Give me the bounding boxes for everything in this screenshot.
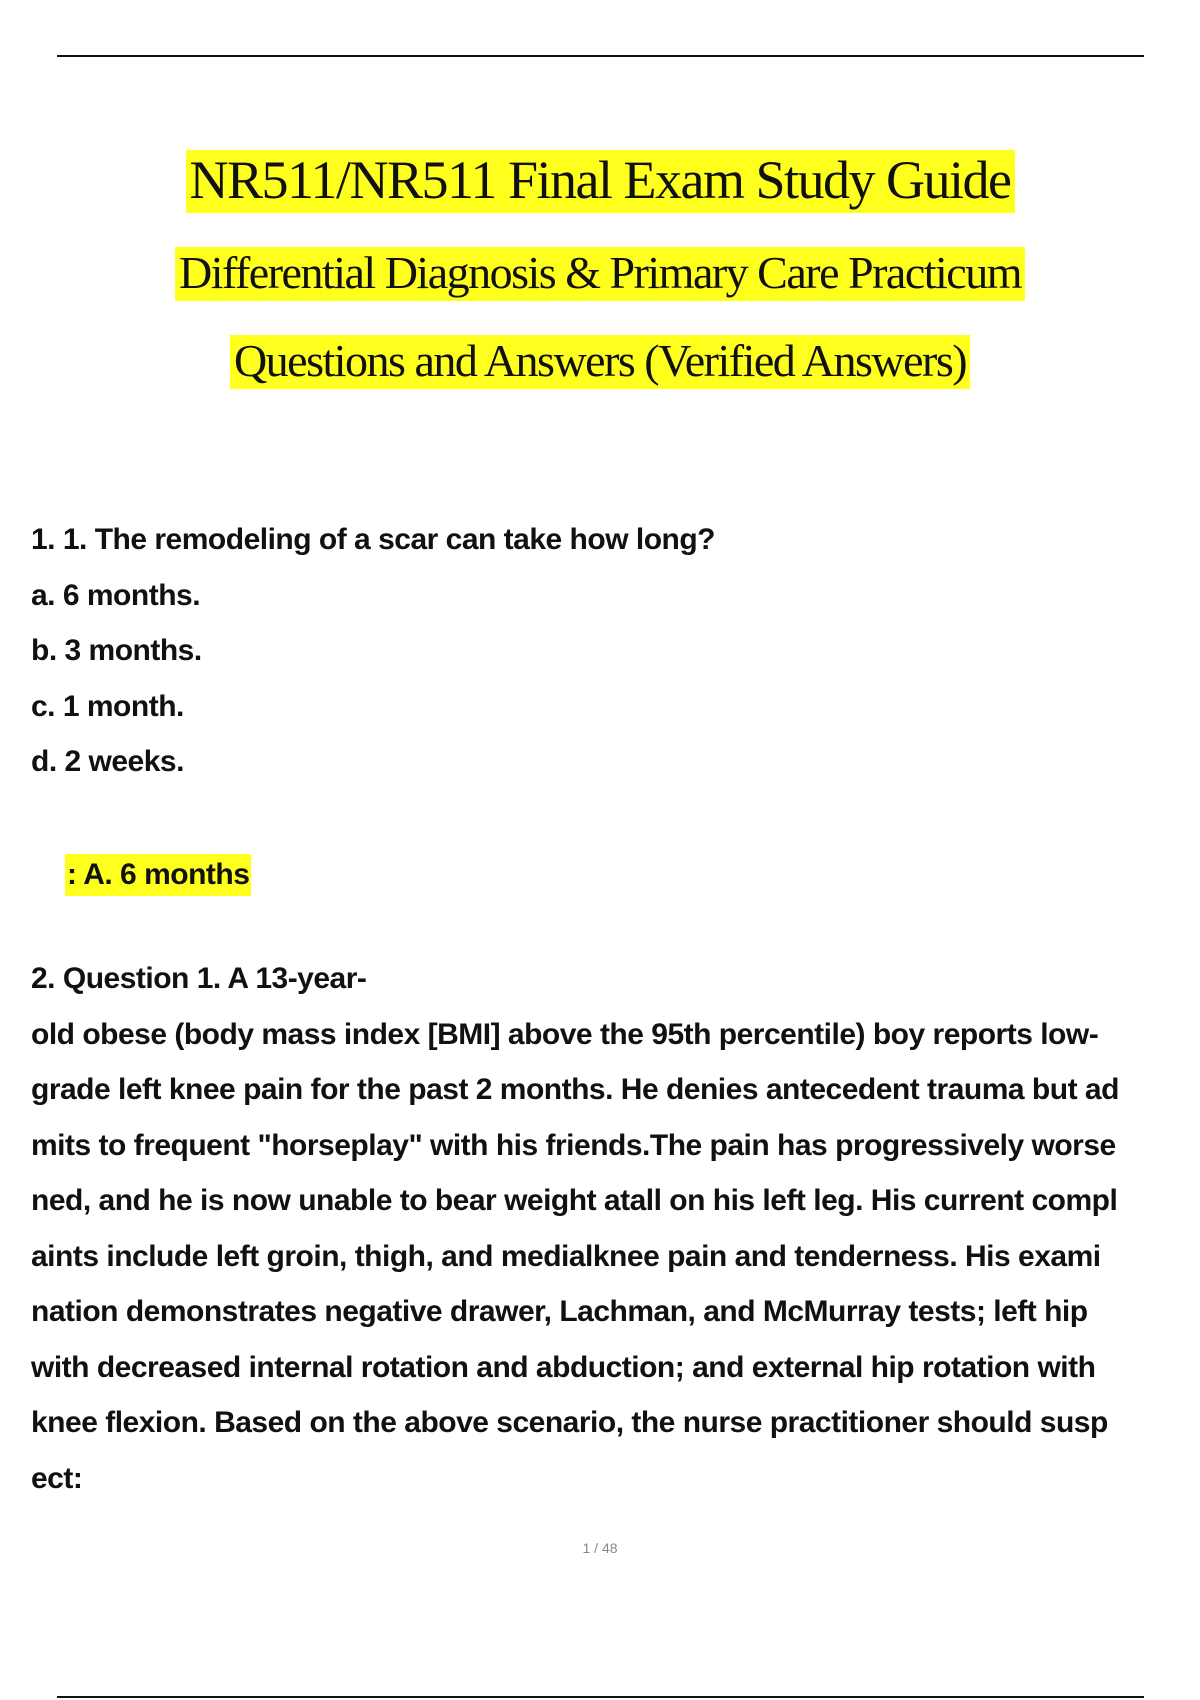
question-2-line: mits to frequent "horseplay" with his friends.The pain has progressively worse xyxy=(31,1128,1116,1162)
document-body xyxy=(31,520,1191,1514)
question-2-line: knee flexion. Based on the above scenario, the nurse practitioner should susp xyxy=(31,1406,1108,1439)
question-2-line: old obese (body mass index [BMI] above the 95th percentile) boy reports low- xyxy=(31,1017,1099,1051)
document-title: NR511/NR511 Final Exam Study Guide xyxy=(186,150,1015,213)
question-2 xyxy=(31,959,1191,1514)
question-1-option-b: b. 3 months. xyxy=(31,634,202,667)
question-2-line: nation demonstrates negative drawer, Lachman, and McMurray tests; left hip xyxy=(31,1295,1088,1328)
page-indicator: 1 / 48 xyxy=(582,1540,618,1556)
question-1-option-a: a. 6 months. xyxy=(31,578,201,612)
question-2-line: grade left knee pain for the past 2 months. He denies antecedent trauma but ad xyxy=(31,1073,1119,1106)
document-title-block xyxy=(0,150,1200,389)
question-2-line: aints include left groin, thigh, and medialknee pain and tenderness. His exami xyxy=(31,1239,1101,1273)
document-subtitle: Differential Diagnosis & Primary Care Practicum xyxy=(175,247,1025,301)
bottom-rule xyxy=(57,1696,1144,1698)
document-subtitle-qa: Questions and Answers (Verified Answers) xyxy=(230,335,970,389)
question-2-line: with decreased internal rotation and abduction; and external hip rotation with xyxy=(31,1350,1096,1384)
question-2-line: ect: xyxy=(31,1461,83,1495)
question-2-line: 2. Question 1. A 13-year- xyxy=(31,962,367,995)
top-rule xyxy=(57,55,1144,57)
question-2-line: ned, and he is now unable to bear weight atall on his left leg. His current compl xyxy=(31,1184,1118,1217)
question-1-option-d: d. 2 weeks. xyxy=(31,745,184,778)
question-1 xyxy=(31,520,1191,909)
question-1-answer-row xyxy=(65,854,1191,910)
question-1-option-c: c. 1 month. xyxy=(31,689,184,723)
question-1-answer: : A. 6 months xyxy=(65,854,251,896)
question-1-stem: 1. 1. The remodeling of a scar can take how long? xyxy=(31,523,716,556)
